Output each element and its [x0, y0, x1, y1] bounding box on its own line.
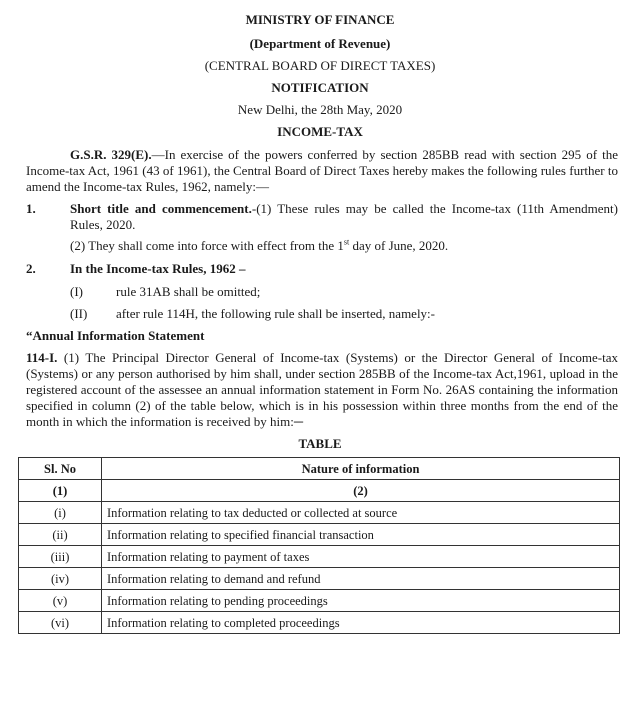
sl-cell: (i)	[19, 502, 102, 524]
preamble-text: —In exercise of the powers conferred by section 285BB read with section 295 of the Income-tax Act, 1961 (43 of 1961), the Central Board of Direct Taxes hereby makes the following rules further to amend the Income-tax Rules, 1962, namely:—	[26, 147, 618, 194]
sl-cell: (v)	[19, 590, 102, 612]
gsr-ref: G.S.R. 329(E).	[70, 147, 152, 162]
info-cell: Information relating to demand and refund	[102, 568, 620, 590]
sl-cell: (iii)	[19, 546, 102, 568]
info-cell: Information relating to tax deducted or collected at source	[102, 502, 620, 524]
annual-heading: “Annual Information Statement	[26, 328, 205, 343]
info-cell: Information relating to specified financial transaction	[102, 524, 620, 546]
rule2-item-label: (I)	[70, 284, 83, 299]
notification-title: NOTIFICATION	[271, 80, 369, 95]
sl-cell: (ii)	[19, 524, 102, 546]
rule-114i-text: (1) The Principal Director General of Income-tax (Systems) or the Director General of Income-tax (Systems) or any person authorised by him shall, under section 285BB of the Income-tax Act,1961, upload in the registered account of the assessee an annual information statement in Form No. 26AS containing the information specified in column (2) of the table below, which is in his possession within three months from the end of the month in which the information is received by him:─	[26, 350, 618, 429]
place-date: New Delhi, the 28th May, 2020	[237, 102, 403, 117]
preamble	[26, 147, 618, 195]
table-row	[19, 546, 620, 568]
col2-number: (2)	[102, 480, 620, 502]
rule-114i	[26, 350, 618, 430]
sl-cell: (vi)	[19, 612, 102, 634]
table-row	[19, 612, 620, 634]
subject-title: INCOME-TAX	[277, 124, 363, 139]
table-row	[19, 590, 620, 612]
table-row	[19, 502, 620, 524]
table-header-row	[19, 458, 620, 480]
ministry-title: MINISTRY OF FINANCE	[245, 12, 395, 27]
info-cell: Information relating to completed proceedings	[102, 612, 620, 634]
rule1-text1: -(1) These rules may be called the Income-tax (11th Amendment) Rules, 2020.	[70, 201, 618, 232]
table-title: TABLE	[298, 436, 342, 451]
table-row	[19, 524, 620, 546]
rule2-heading: In the Income-tax Rules, 1962 –	[70, 261, 246, 276]
rule2-item-label: (II)	[70, 306, 88, 321]
sl-no-header: Sl. No	[19, 458, 102, 480]
info-cell: Information relating to payment of taxes	[102, 546, 620, 568]
information-table	[18, 457, 620, 634]
rule1-heading: Short title and commencement.	[70, 201, 252, 216]
department-title: (Department of Revenue)	[249, 36, 391, 51]
rule2-item-text: rule 31AB shall be omitted;	[116, 284, 261, 299]
nature-header: Nature of information	[102, 458, 620, 480]
rule2-item-text: after rule 114H, the following rule shall be inserted, namely:-	[116, 306, 436, 321]
rule1-text2: (2) They shall come into force with effect from the 1st day of June, 2020.	[70, 237, 449, 253]
rule1-para	[70, 201, 618, 233]
sl-cell: (iv)	[19, 568, 102, 590]
table-column-number-row	[19, 480, 620, 502]
table-row	[19, 568, 620, 590]
col1-number: (1)	[19, 480, 102, 502]
info-cell: Information relating to pending proceedings	[102, 590, 620, 612]
rule1-number: 1.	[26, 201, 36, 216]
rule-114i-ref: 114-I.	[26, 350, 58, 365]
board-title: (CENTRAL BOARD OF DIRECT TAXES)	[204, 58, 436, 73]
rule2-number: 2.	[26, 261, 36, 276]
